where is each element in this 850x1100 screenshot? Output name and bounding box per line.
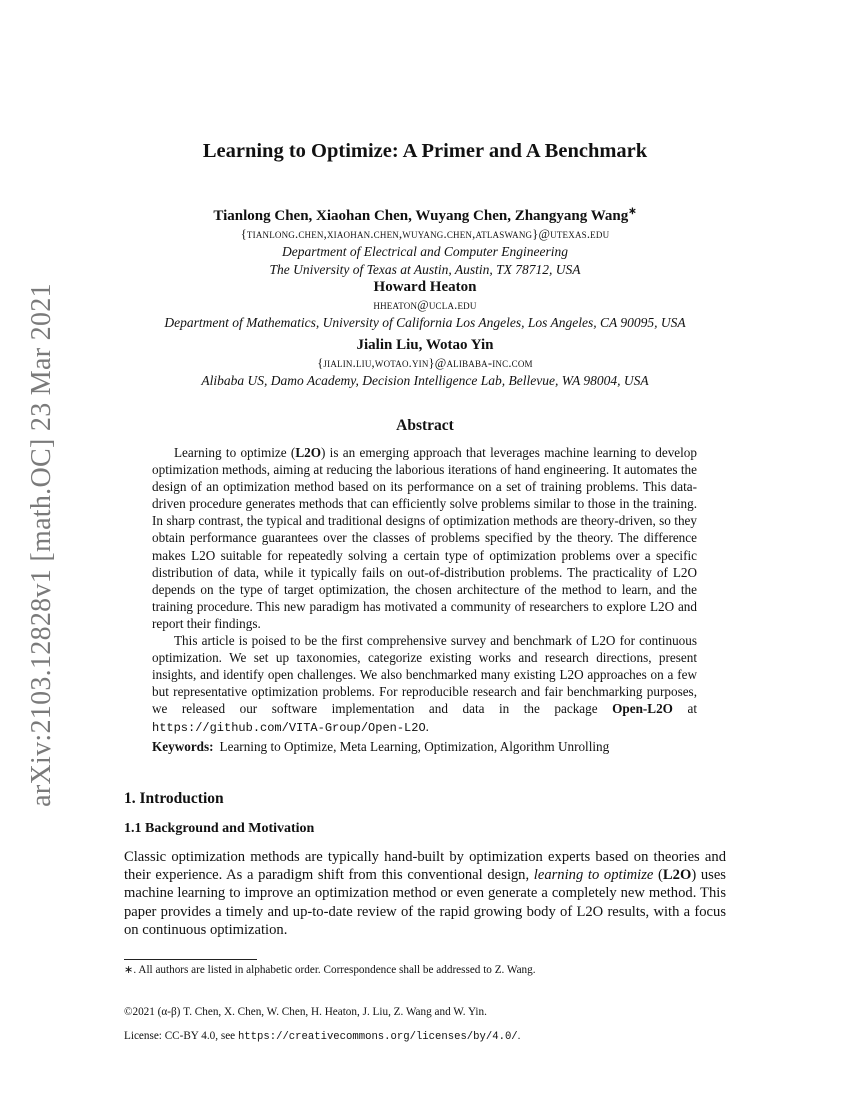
github-link[interactable]: https://github.com/VITA-Group/Open-L2O	[152, 720, 426, 735]
author-group-3	[0, 336, 850, 390]
author-email[interactable]: {jialin.liu,wotao.yin}@alibaba-inc.com	[317, 356, 533, 370]
author-university: The University of Texas at Austin, Austin, TX 78712, USA	[269, 262, 581, 277]
copyright-line: ©2021 (α-β) T. Chen, X. Chen, W. Chen, H. Heaton, J. Liu, Z. Wang and W. Yin.	[124, 1006, 487, 1018]
abstract-heading: Abstract	[396, 417, 454, 434]
footnote-mark: ∗	[628, 206, 637, 217]
license-link[interactable]: https://creativecommons.org/licenses/by/4.0/	[237, 1031, 518, 1043]
subsection-heading: 1.1 Background and Motivation	[124, 821, 315, 836]
abstract-paragraph: This article is poised to be the first comprehensive survey and benchmark of L2O for continuous optimization. We set up taxonomies, categorize existing works and research directions, present insights, and identify open challenges. We also benchmarked many existing L2O approaches on a few but representative optimization problems. For reproducible research and fair benchmarking purposes, we released our software implementation and data in the package Open-L2O at https://github.com/VITA-Group/Open-L2O.	[152, 633, 697, 735]
author-group-1	[0, 202, 850, 279]
abstract-body	[152, 444, 697, 755]
intro-paragraph: Classic optimization methods are typically hand-built by optimization experts based on theories and their experience. As a paradigm shift from this conventional design, learning to optimize (L2O) uses machine learning to improve an optimization method or even generate a completely new method. This paper provides a timely and up-to-date review of the rapid growing body of L2O results, with a focus on continuous optimization.	[124, 849, 726, 938]
footnote: ∗. All authors are listed in alphabetic order. Correspondence shall be addressed to Z. Wang.	[124, 964, 536, 976]
author-names: Jialin Liu, Wotao Yin	[356, 337, 494, 353]
author-email[interactable]: {tianlong.chen,xiaohan.chen,wuyang.chen,atlaswang}@utexas.edu	[240, 227, 610, 241]
author-department: Department of Electrical and Computer Engineering	[281, 244, 569, 259]
paper-title: Learning to Optimize: A Primer and A Benchmark	[202, 140, 648, 162]
abstract-paragraph: Learning to optimize (L2O) is an emerging approach that leverages machine learning to develop optimization methods, aiming at reducing the laborious iterations of hand engineering. It automates the design of an optimization method based on its performance on a set of training problems. This data-driven procedure generates methods that can efficiently solve problems similar to those in the training. In sharp contrast, the typical and traditional designs of optimization methods are theory-driven, so they obtain performance guarantees over the classes of problems specified by the theory. The difference makes L2O suitable for repeatedly solving a certain type of optimization problems over a specific distribution of data, while it typically fails on out-of-distribution problems. The practicality of L2O depends on the type of target optimization, the chosen architecture of the method to learn, and the training procedure. This new paradigm has motivated a community of researchers to explore L2O and report their findings.	[152, 445, 697, 631]
section-heading: 1. Introduction	[124, 790, 224, 807]
author-email[interactable]: hheaton@ucla.edu	[373, 298, 477, 312]
author-names: Tianlong Chen, Xiaohan Chen, Wuyang Chen, Zhangyang Wang∗	[213, 206, 637, 224]
author-affiliation: Department of Mathematics, University of California Los Angeles, Los Angeles, CA 90095, USA	[164, 315, 686, 330]
package-name: Open-L2O	[612, 701, 673, 717]
keywords: Keywords: Learning to Optimize, Meta Learning, Optimization, Algorithm Unrolling	[152, 738, 610, 754]
author-affiliation: Alibaba US, Damo Academy, Decision Intelligence Lab, Bellevue, WA 98004, USA	[201, 373, 649, 388]
footnote-rule	[124, 959, 257, 960]
author-names: Howard Heaton	[373, 279, 477, 295]
arxiv-stamp[interactable]: arXiv:2103.12828v1 [math.OC] 23 Mar 2021	[26, 283, 57, 807]
author-group-2	[0, 278, 850, 332]
license-line: License: CC-BY 4.0, see https://creativecommons.org/licenses/by/4.0/.	[124, 1030, 521, 1043]
